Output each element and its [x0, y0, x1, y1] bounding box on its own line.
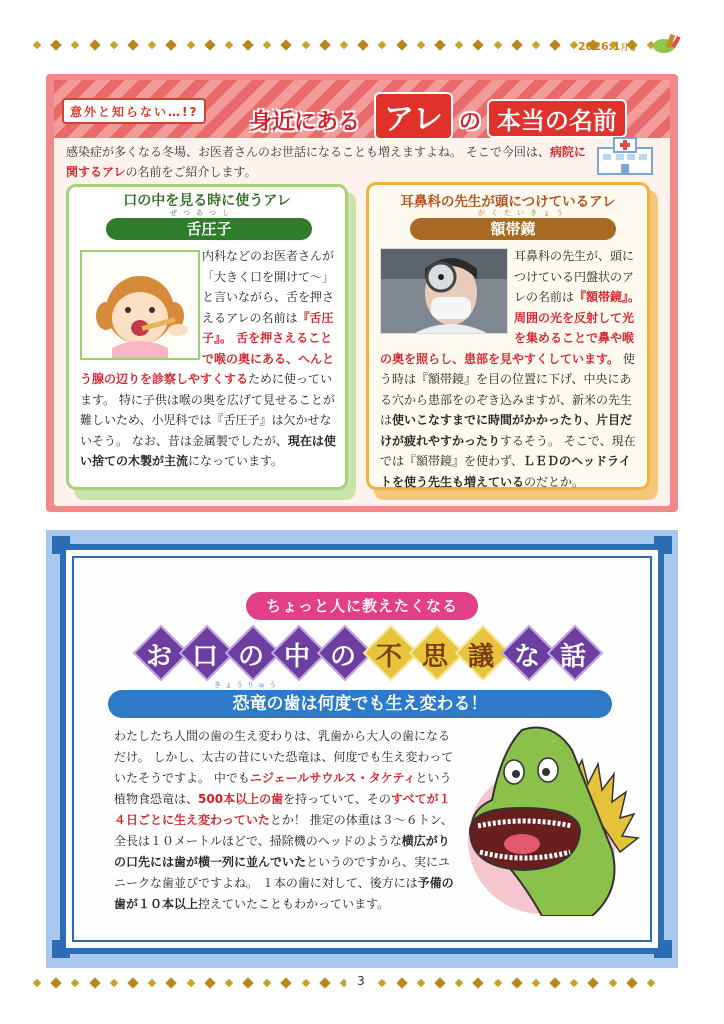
right-card-title: 耳鼻科の先生が頭につけているアレ: [400, 194, 616, 210]
bottom-subtitle-ruby: きょうりゅう: [214, 681, 280, 689]
title-char-tile: 思: [410, 626, 456, 676]
top-kicker: 意外と知らない…!?: [62, 98, 206, 124]
title-char-tile: な: [502, 626, 548, 676]
top-decorative-border: [34, 38, 654, 52]
bottom-decorative-border: [34, 976, 654, 990]
page-number: 3: [346, 974, 376, 988]
bottom-subtitle: 恐竜の歯は何度でも生え変わる！: [232, 694, 488, 714]
issue-date: 2026.1月号: [578, 40, 637, 53]
bottom-title: [134, 626, 594, 680]
title-char-tile: の: [318, 626, 364, 676]
title-char-tile: 中: [272, 626, 318, 676]
title-char-tile: 話: [548, 626, 594, 676]
right-card-body: 耳鼻科の先生が、頭につけている円盤状のアレの名前は『額帯鏡』。 周囲の光を反射して光を集めることで鼻や喉の奥を照らし、患部を見やすくしています。 使う時は『額帯鏡』を目の位置に下げ、中央にある穴から患部をのぞき込みますが、新米の先生は使いこなすまでに時間がかかったり、片目だけが疲れやすかったりするそう。 そこで、現在では『額帯鏡』を使わず、ＬＥＤのヘッドライトを使う先生も増えているのだとか。: [380, 249, 641, 489]
left-card-name: 舌圧子: [106, 218, 312, 240]
left-card-name-ruby: ぜつあつし: [170, 209, 235, 217]
hospital-icon: [594, 134, 656, 176]
title-char-tile: 不: [364, 626, 410, 676]
left-card-title: 口の中を見る時に使うアレ: [123, 193, 291, 209]
title-char-tile: お: [134, 626, 180, 676]
bottom-kicker: ちょっと人に教えたくなる: [246, 592, 478, 620]
title-char-tile: 口: [180, 626, 226, 676]
bottom-article-body: わたしたち人間の歯の生え変わりは、乳歯から大人の歯になるだけ。 しかし、太古の昔にいた恐竜は、何度でも生え変わっていたそうですよ。 中でもニジェールサウルス・タケティという植物食恐竜は、500本以上の歯を持っていて、そのすべてが１４日ごとに生え変わっていたとか！ 推定の体重は３～６トン、全長は１０メートルほどで、掃除機のヘッドのような横広がりの口先には歯が横一列に並んでいたというのですから、実にユニークな歯並びですよね。 １本の歯に対して、後方には予備の歯が１０本以上控えていたこともわかっています。: [114, 729, 454, 911]
right-card-name: 額帯鏡: [410, 218, 616, 240]
top-headline: 身近にある アレ の 本当の名前: [250, 92, 627, 140]
left-card-body: 内科などのお医者さんが「大きく口を開けて～」と言いながら、舌を押さえるアレの名前は『舌圧子』。 舌を押さえることで喉の奥にある、へんとう腺の辺りを診察しやすくするために使っています。 特に子供は喉の奥を広げて見せることが難しいため、小児科では『舌圧子』は欠かせないそう。 なお、昔は金属製でしたが、現在は使い捨ての木製が主流になっています。: [80, 249, 336, 468]
dinosaur-illustration: [462, 720, 648, 916]
right-card-name-ruby: がくたいきょう: [478, 209, 569, 217]
title-char-tile: 議: [456, 626, 502, 676]
top-intro: 感染症が多くなる冬場、お医者さんのお世話になることも増えますよね。 そこで今回は、病院に関するアレの名前をご紹介します。: [66, 145, 586, 179]
leaf-ornament-icon: [652, 32, 682, 56]
title-char-tile: の: [226, 626, 272, 676]
